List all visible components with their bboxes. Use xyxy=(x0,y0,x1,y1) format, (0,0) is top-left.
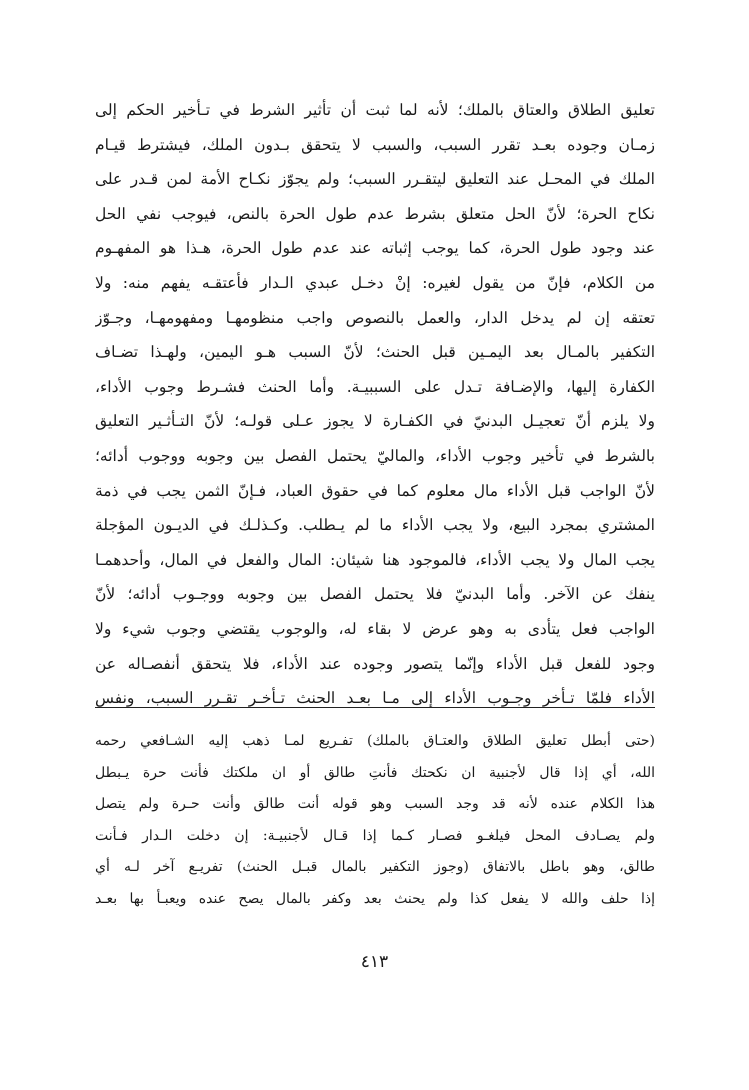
footnote-line: (حتى أبطل تعليق الطلاق والعتـاق بالملك) تفـريع لمـا ذهب إليه الشـافعي رحمه xyxy=(95,733,655,749)
main-text-line: الكفارة إليها، والإضـافة تـدل على السببيـة. وأما الحنث فشـرط وجوب الأداء، xyxy=(95,377,655,396)
page-number: ٤١٣ xyxy=(360,952,389,972)
main-text-line: من الكلام، فإنّ من يقول لغيره: إنْ دخـل عبدي الـدار فأعتقـه يفهم منه: ولا xyxy=(95,273,655,292)
footnote-line: طالق، وهو باطل بالاتفاق (وجوز التكفير بالمال قبـل الحنث) تفريـع آخر لـه أي xyxy=(95,859,655,875)
footnote-divider xyxy=(95,707,655,708)
footnote-line: هذا الكلام عنده لأنه قد وجد السبب وهو قوله أنت طالق وأنت حـرة ولم يتصل xyxy=(95,796,655,812)
main-text-line: التكفير بالمـال بعد اليمـين قبل الحنث؛ لأنّ السبب هـو اليمين، ولهـذا تضـاف xyxy=(95,343,655,362)
main-text-line: تعتقه إن لم يدخل الدار، والعمل بالنصوص واجب منظومهـا ومفهومهـا، وجـوّز xyxy=(95,308,655,327)
footnote-block xyxy=(95,726,655,915)
main-text-line: ولا يلزم أنّ تعجيـل البدنيّ في الكفـارة لا يجوز عـلى قولـه؛ لأنّ التـأثـير التعليق xyxy=(95,412,655,431)
main-text-line: الأداء فلمّا تـأخر وجـوب الأداء إلى مـا بعـد الحنث تـأخـر تقـرر السبب، ونفس xyxy=(95,689,655,708)
main-text-line: زمـان وجوده بعـد تقرر السبب، والسبب لا يتحقق بـدون الملك، فيشترط قيـام xyxy=(95,135,655,154)
main-text-line: لأنّ الواجب قبل الأداء مال معلوم كما في حقوق العباد، فـإنّ الثمن يجب في ذمة xyxy=(95,481,655,500)
footnote-line: إذا حلف والله لا يفعل كذا ولم يحنث بعد وكفر بالمال يصح عنده ويعبـأ بها بعـد xyxy=(95,890,655,907)
main-text-block xyxy=(95,93,655,716)
main-text-line: الواجب فعل يتأدى به وهو عرض لا بقاء له، والوجوب يقتضي وجوب شيء ولا xyxy=(95,619,655,638)
main-text-line: بالشرط في تأخير وجوب الأداء، والماليّ يحتمل الفصل بين وجوبه ووجوب أدائه؛ xyxy=(95,446,655,465)
main-text-line: وجود للفعل قبل الأداء وإنّما يتصور وجوده عند الأداء، فلا يتحقق أنفصـاله عن xyxy=(95,654,655,673)
main-text-line: تعليق الطلاق والعتاق بالملك؛ لأنه لما ثبت أن تأثير الشرط في تـأخير الحكم إلى xyxy=(95,101,655,119)
footnote-line: الله، أي إذا قال لأجنبية ان نكحتك فأنتِ طالق أو ان ملكتك فأنت حرة يـبطل xyxy=(95,764,655,781)
main-text-line: المشتري بمجرد البيع، ولا يجب الأداء ما لم يـطلب. وكـذلـك في الديـون المؤجلة xyxy=(95,516,655,535)
main-text-line: نكاح الحرة؛ لأنّ الحل متعلق بشرط عدم طول الحرة بالنص، فيوجب نفي الحل xyxy=(95,204,655,223)
footnote-line: ولم يصـادف المحل فيلغـو فصـار كـما إذا قـال لأجنبيـة: إن دخلت الـدار فـأنت xyxy=(95,827,655,844)
main-text-line: عند وجود طول الحرة، كما يوجب إثباته عند عدم طول الحرة، هـذا هو المفهـوم xyxy=(95,239,655,258)
main-text-line: الملك في المحـل عند التعليق ليتقـرر السبب؛ ولم يجوّز نكـاح الأمة لمن قـدر على xyxy=(95,170,655,189)
main-text-line: ينفك عن الآخر. وأما البدنيّ فلا يحتمل الفصل بين وجوبه ووجـوب أدائه؛ لأنّ xyxy=(95,585,655,604)
main-text-line: يجب المال ولا يجب الأداء، فالموجود هنا شيئان: المال والفعل في المال، وأحدهمـا xyxy=(95,550,655,569)
